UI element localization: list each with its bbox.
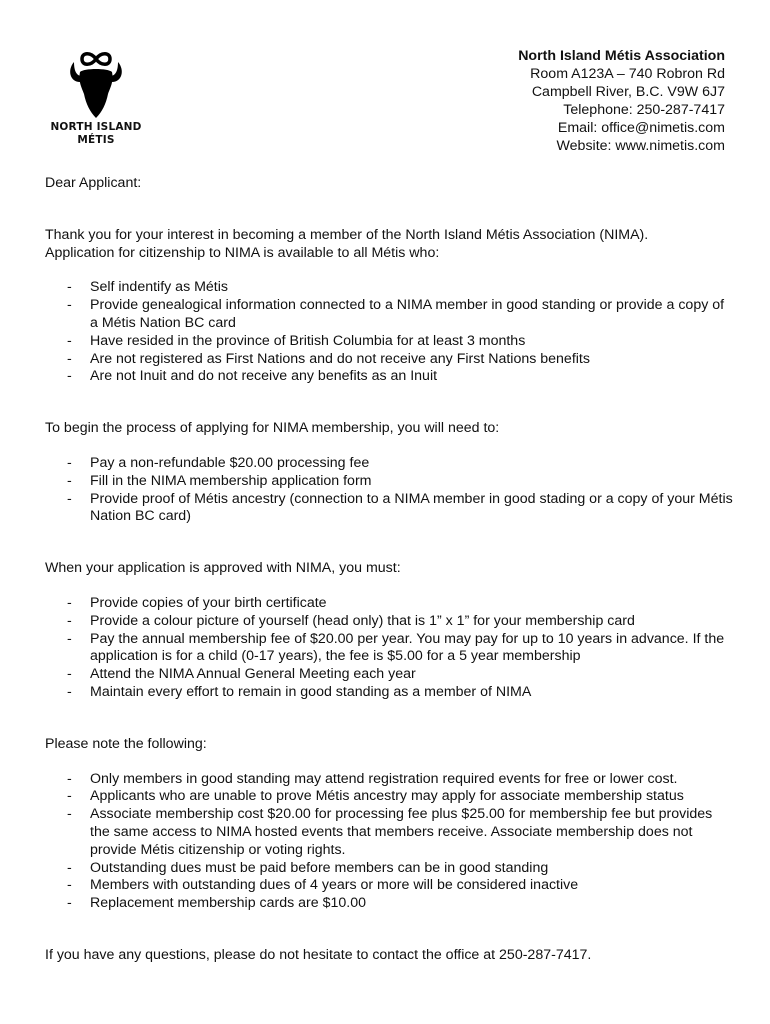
list-item: - Only members in good standing may attend registration required events for free or lower cost. [45, 771, 735, 789]
logo-line-2: MÉTIS [77, 134, 115, 146]
list-item: - Attend the NIMA Annual General Meeting each year [45, 666, 735, 684]
list-item: - Pay the annual membership fee of $20.00 per year. You may pay for up to 10 years in advance. If the application is for a child (0-17 years), the fee is $5.00 for a 5 year membership [45, 631, 735, 667]
list-item: - Are not Inuit and do not receive any benefits as an Inuit [45, 368, 735, 386]
org-name: North Island Métis Association [518, 48, 725, 64]
org-website: Website: www.nimetis.com [556, 138, 725, 154]
begin-heading: To begin the process of applying for NIMA membership, you will need to: [45, 420, 500, 437]
list-item: - Are not registered as First Nations and do not receive any First Nations benefits [45, 351, 735, 369]
list-item: - Members with outstanding dues of 4 years or more will be considered inactive [45, 877, 735, 895]
list-item: - Have resided in the province of British Columbia for at least 3 months [45, 333, 735, 351]
logo-line-1: NORTH ISLAND [50, 121, 142, 133]
intro-line-1: Thank you for your interest in becoming a member of the North Island Métis Association (NIMA). [45, 226, 649, 243]
bison-infinity-icon [64, 48, 128, 120]
org-telephone: Telephone: 250-287-7417 [563, 102, 725, 118]
intro-line-2: Application for citizenship to NIMA is available to all Métis who: [45, 244, 440, 261]
nima-logo [44, 48, 148, 152]
list-item: - Pay a non-refundable $20.00 processing fee [45, 455, 735, 473]
list-item: - Associate membership cost $20.00 for processing fee plus $25.00 for membership fee but provides the same access to NIMA hosted events that members receive. Associate membership does not provide Métis citizenship or voting rights. [45, 806, 735, 859]
salutation: Dear Applicant: [45, 175, 142, 191]
list-item: - Outstanding dues must be paid before members can be in good standing [45, 860, 735, 878]
org-email: Email: office@nimetis.com [557, 120, 725, 136]
approved-heading: When your application is approved with NIMA, you must: [45, 560, 401, 577]
note-list [45, 771, 735, 913]
letter-body [45, 175, 735, 965]
note-heading: Please note the following: [45, 735, 207, 752]
org-contact-block [518, 47, 725, 155]
list-item: - Provide proof of Métis ancestry (connection to a NIMA member in good stading or a copy of your Métis Nation BC card) [45, 491, 735, 527]
list-item: - Provide genealogical information connected to a NIMA member in good standing or provide a copy of a Métis Nation BC card [45, 297, 735, 333]
logo-text [44, 121, 148, 147]
list-item: - Provide a colour picture of yourself (head only) that is 1” x 1” for your membership card [45, 613, 735, 631]
begin-list [45, 455, 735, 526]
org-address-line-1: Room A123A – 740 Robron Rd [530, 66, 725, 82]
org-address-line-2: Campbell River, B.C. V9W 6J7 [531, 84, 725, 100]
list-item: - Provide copies of your birth certificate [45, 595, 735, 613]
list-item: - Maintain every effort to remain in good standing as a member of NIMA [45, 684, 735, 702]
approved-list [45, 595, 735, 702]
list-item: - Applicants who are unable to prove Métis ancestry may apply for associate membership status [45, 788, 735, 806]
list-item: - Replacement membership cards are $10.00 [45, 895, 735, 913]
list-item: - Fill in the NIMA membership application form [45, 473, 735, 491]
list-item: - Self indentify as Métis [45, 279, 735, 297]
eligibility-list [45, 279, 735, 386]
closing-line: If you have any questions, please do not hesitate to contact the office at 250-287-7417. [45, 946, 592, 963]
